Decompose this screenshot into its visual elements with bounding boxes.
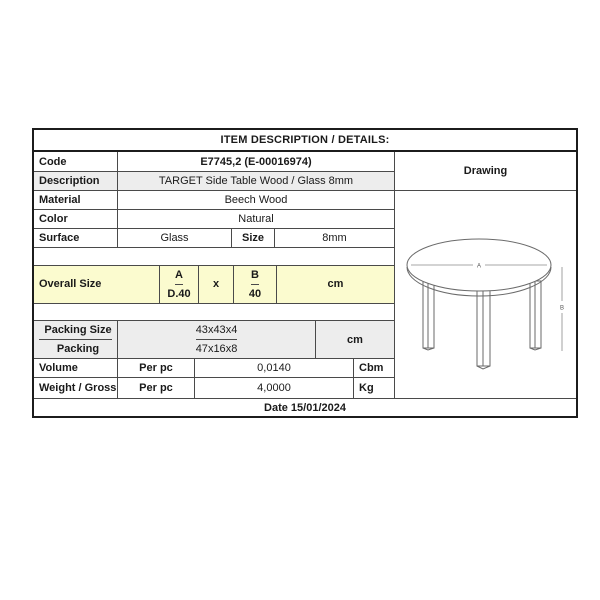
packing-values-row2	[196, 340, 238, 358]
dim-a-text: A	[476, 263, 482, 270]
weight-label: Weight / Gross	[34, 378, 118, 398]
row-code	[34, 152, 394, 172]
row-material	[34, 191, 394, 210]
date-row: Date 15/01/2024	[34, 398, 576, 416]
dim-a-value: D.40	[167, 287, 191, 300]
packing-size-v2: 43	[213, 324, 226, 336]
drawing-column	[395, 152, 576, 398]
table-drawing	[395, 191, 576, 398]
overall-size-unit: cm	[327, 278, 344, 290]
packing-size-values	[196, 321, 238, 340]
packing-unit: cm	[347, 333, 363, 346]
packing-labels	[34, 321, 118, 358]
packing-v2: 16	[213, 343, 226, 355]
row-color	[34, 210, 394, 229]
packing-x2: x	[225, 343, 232, 355]
volume-unit: Cbm	[359, 362, 384, 374]
spec-columns	[34, 152, 395, 398]
volume-label: Volume	[34, 359, 118, 377]
volume-per: Per pc	[118, 359, 195, 377]
row-weight	[34, 378, 394, 398]
surface-value: Glass	[118, 229, 232, 247]
material-value: Beech Wood	[224, 194, 288, 206]
packing-values	[118, 321, 316, 358]
surface-size-value: 8mm	[322, 232, 347, 244]
dim-b-header: B	[251, 266, 259, 285]
overall-size-label: Overall Size	[34, 266, 160, 303]
packing-v3: 8	[231, 343, 238, 355]
code-value: E7745,2 (E-00016974)	[200, 155, 312, 168]
drawing-area	[395, 191, 576, 398]
packing-size-x1: x	[207, 324, 214, 336]
packing-size-x2: x	[225, 324, 232, 336]
overall-size-separator: x	[199, 266, 234, 303]
color-label: Color	[34, 210, 118, 228]
packing-label: Packing	[56, 343, 100, 355]
table-title: ITEM DESCRIPTION / DETAILS:	[34, 130, 576, 152]
weight-per: Per pc	[118, 378, 195, 398]
weight-unit: Kg	[359, 382, 374, 394]
dim-b-value: 40	[248, 287, 262, 300]
packing-size-v3: 4	[231, 324, 238, 336]
spacer-row-1	[34, 248, 394, 266]
row-surface	[34, 229, 394, 248]
weight-value: 4,0000	[195, 378, 354, 398]
table-body	[34, 152, 576, 398]
volume-value: 0,0140	[195, 359, 354, 377]
packing-v1: 47	[195, 343, 208, 355]
surface-size-label: Size	[232, 229, 275, 247]
overall-size-col-b	[234, 266, 277, 303]
item-description-table	[32, 128, 578, 418]
dim-a-header: A	[175, 266, 183, 285]
material-label: Material	[34, 191, 118, 209]
packing-size-v1: 43	[195, 324, 208, 336]
row-description	[34, 172, 394, 191]
color-value: Natural	[238, 213, 274, 225]
packing-block	[34, 321, 394, 359]
description-label: Description	[34, 172, 118, 190]
row-overall-size	[34, 266, 394, 304]
spacer-row-2	[34, 304, 394, 322]
row-volume	[34, 359, 394, 378]
packing-size-label: Packing Size	[39, 321, 111, 340]
overall-size-col-a	[160, 266, 199, 303]
drawing-header: Drawing	[395, 152, 576, 191]
dim-b-text: B	[559, 305, 565, 312]
surface-label: Surface	[34, 229, 118, 247]
code-label: Code	[34, 152, 118, 171]
table-legs	[423, 281, 541, 369]
description-value: TARGET Side Table Wood / Glass 8mm	[158, 175, 354, 187]
packing-x1: x	[207, 343, 214, 355]
